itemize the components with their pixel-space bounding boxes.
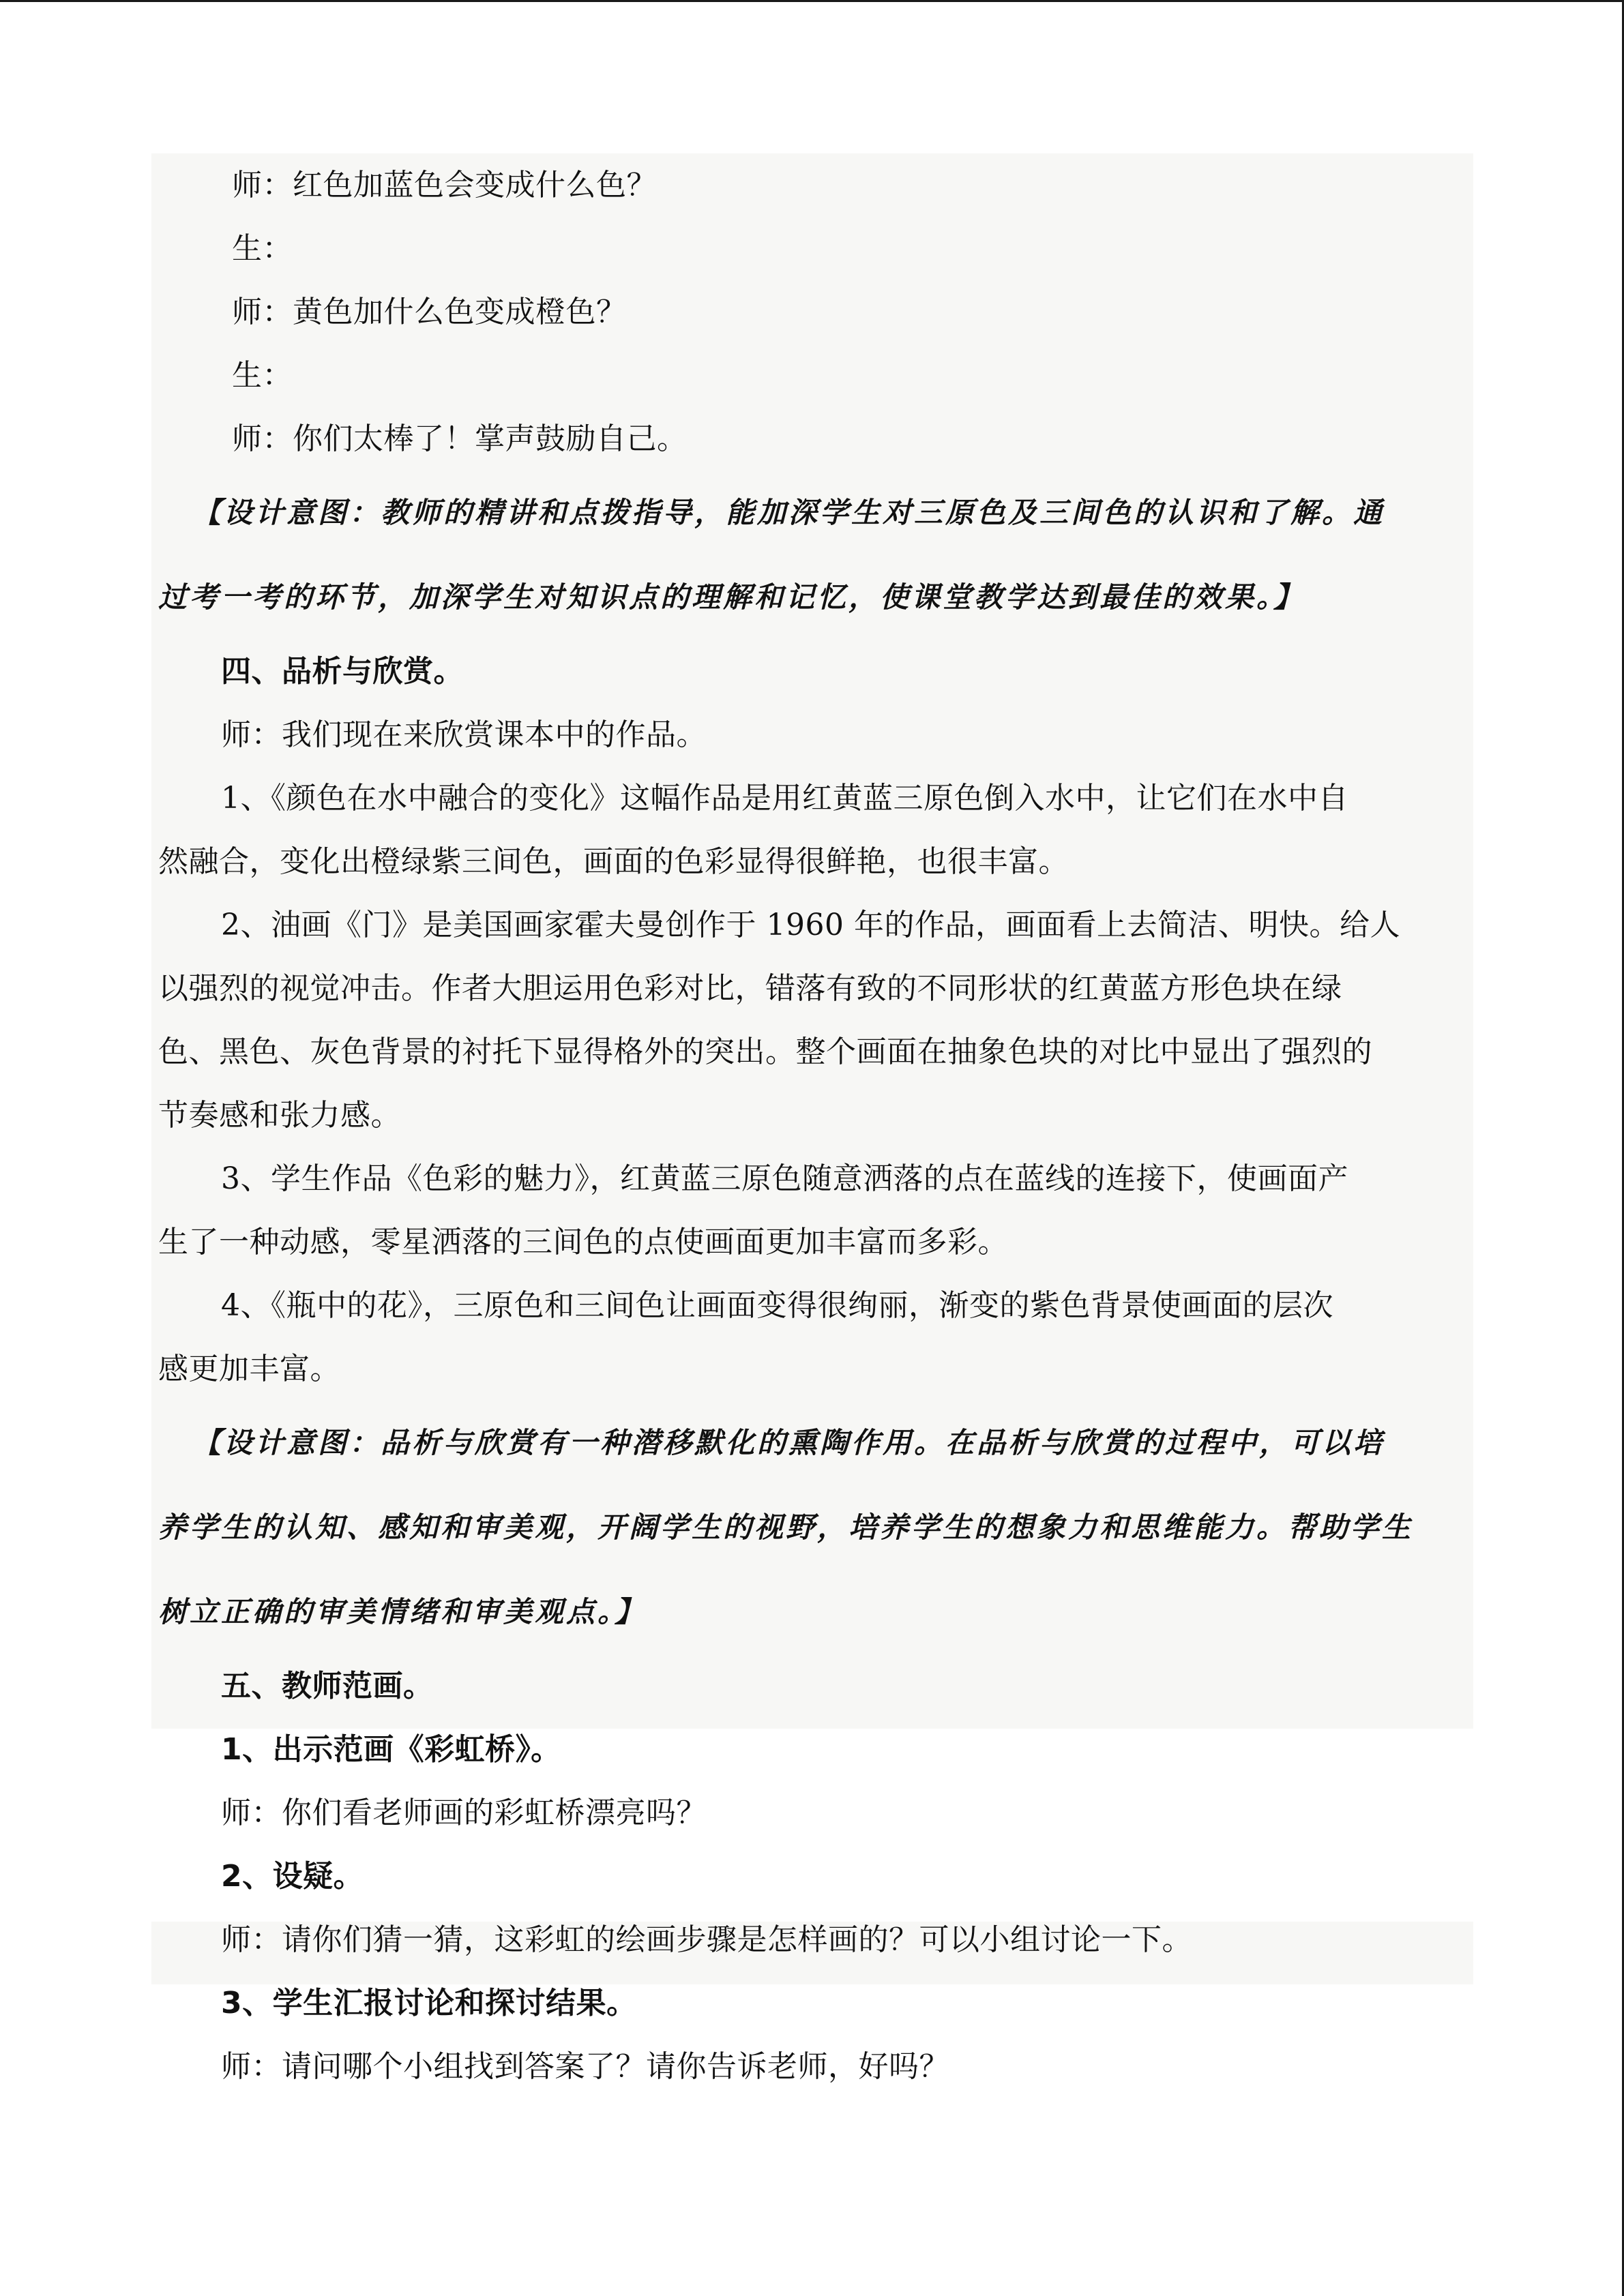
design-intent-line: 过考一考的环节，加深学生对知识点的理解和记忆，使课堂教学达到最佳的效果。】 xyxy=(158,580,1305,614)
section-heading: 四、品析与欣赏。 xyxy=(221,654,464,689)
paragraph-line: 师：请你们猜一猜，这彩虹的绘画步骤是怎样画的？可以小组讨论一下。 xyxy=(221,1922,1192,1957)
paragraph xyxy=(158,1147,1473,1274)
paragraph-line: 生了一种动感，零星洒落的三间色的点使画面更加丰富而多彩。 xyxy=(158,1225,1008,1259)
paragraph xyxy=(158,766,1473,893)
design-intent-line: 树立正确的审美情绪和审美观点。】 xyxy=(158,1595,647,1628)
paragraph-line: 以强烈的视觉冲击。作者大胆运用色彩对比，错落有致的不同形状的红黄蓝方形色块在绿 xyxy=(158,971,1342,1006)
dialogue-line: 师：你们太棒了！掌声鼓励自己。 xyxy=(232,421,688,456)
document-page xyxy=(158,153,1473,2098)
paragraph-line: 3、学生作品《色彩的魅力》，红黄蓝三原色随意洒落的点在蓝线的连接下，使画面产 xyxy=(221,1161,1348,1196)
step-heading: 2、设疑。 xyxy=(221,1859,364,1894)
design-intent-line: 养学生的认知、感知和审美观，开阔学生的视野，培养学生的想象力和思维能力。帮助学生 xyxy=(158,1510,1414,1544)
paragraph xyxy=(158,893,1473,1147)
step-heading: 1、出示范画《彩虹桥》。 xyxy=(221,1732,561,1767)
section-heading: 五、教师范画。 xyxy=(221,1669,434,1703)
paragraph xyxy=(158,1274,1473,1401)
paragraph-line: 师：请问哪个小组找到答案了？请你告诉老师，好吗？ xyxy=(221,2049,949,2084)
paragraph-line: 色、黑色、灰色背景的衬托下显得格外的突出。整个画面在抽象色块的对比中显出了强烈的 xyxy=(158,1034,1372,1069)
paragraph-line: 感更加丰富。 xyxy=(158,1352,340,1386)
paragraph-line: 1、《颜色在水中融合的变化》这幅作品是用红黄蓝三原色倒入水中，让它们在水中自 xyxy=(221,781,1348,816)
design-intent-line: 【设计意图：品析与欣赏有一种潜移默化的熏陶作用。在品析与欣赏的过程中，可以培 xyxy=(192,1426,1385,1459)
paragraph-line: 然融合，变化出橙绿紫三间色，画面的色彩显得很鲜艳，也很丰富。 xyxy=(158,844,1069,879)
dialogue-line: 师：红色加蓝色会变成什么色？ xyxy=(232,168,657,203)
dialogue-line: 生： xyxy=(232,358,293,393)
paragraph-line: 师：我们现在来欣赏课本中的作品。 xyxy=(221,717,707,752)
paragraph-line: 2、油画《门》是美国画家霍夫曼创作于 1960 年的作品，画面看上去简洁、明快。给人 xyxy=(221,908,1400,942)
design-intent-note xyxy=(158,1401,1473,1654)
page-frame-top xyxy=(0,0,1624,2)
dialogue-line: 生： xyxy=(232,231,293,266)
design-intent-line: 【设计意图：教师的精讲和点拨指导，能加深学生对三原色及三间色的认识和了解。通 xyxy=(192,496,1385,529)
dialogue-line: 师：黄色加什么色变成橙色？ xyxy=(232,295,627,329)
paragraph-line: 4、《瓶中的花》，三原色和三间色让画面变得很绚丽，渐变的紫色背景使画面的层次 xyxy=(221,1288,1333,1323)
paragraph-line: 师：你们看老师画的彩虹桥漂亮吗？ xyxy=(221,1795,707,1830)
step-heading: 3、学生汇报讨论和探讨结果。 xyxy=(221,1986,637,2021)
paragraph-line: 节奏感和张力感。 xyxy=(158,1098,401,1133)
design-intent-note xyxy=(158,471,1473,640)
